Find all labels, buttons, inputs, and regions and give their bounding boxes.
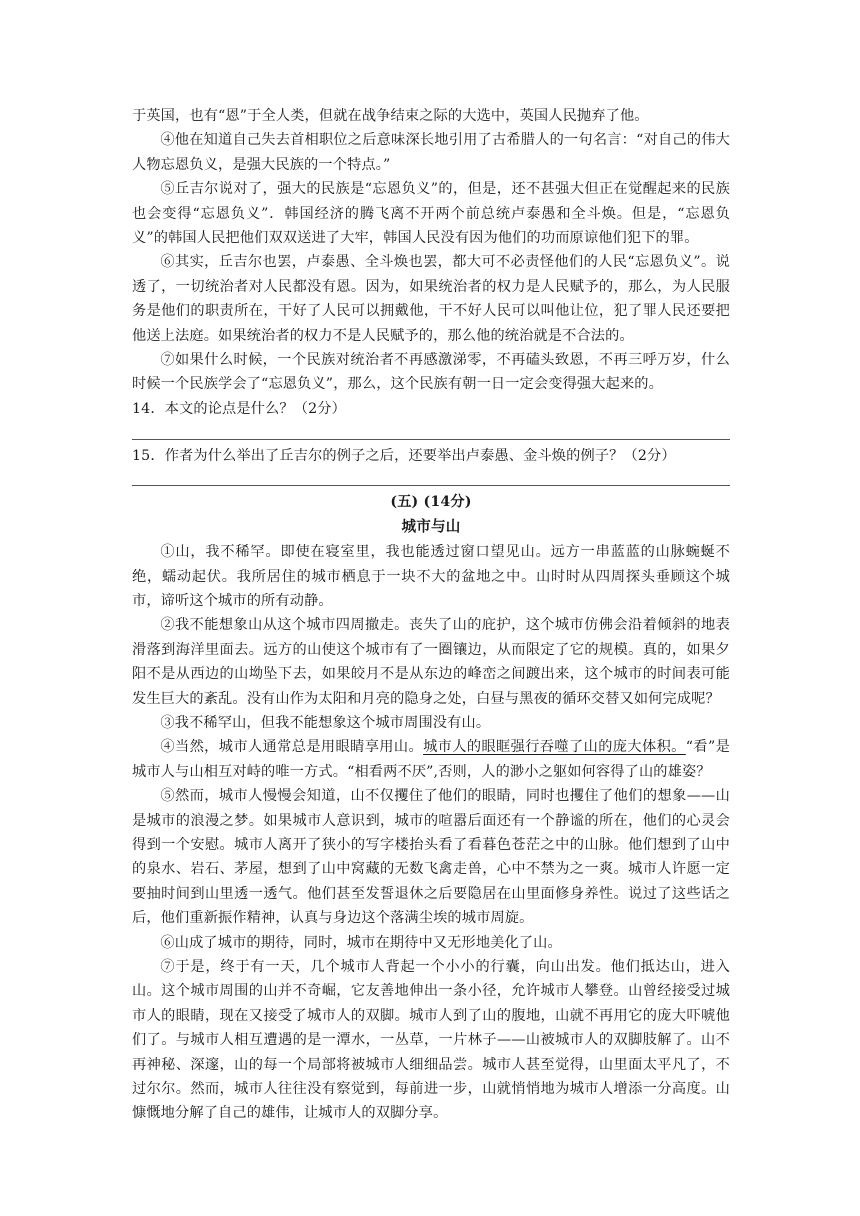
paragraph-4-rest: “看”是城市人与山相互对峙的唯一方式。“相看两不厌”,否则，人的渺小之躯如何容得了山的雄姿？ <box>132 739 731 780</box>
underlined-sentence: 城市人的眼眶强行吞噬了山的庞大体积。 <box>423 739 686 756</box>
passage-5-paragraph-7: ⑦于是，终于有一天，几个城市人背起一个小小的行囊，向山出发。他们抵达山，进入山。这个城市周围的山并不奇崛，它友善地伸出一条小径，允许城市人攀登。山曾经接受过城市人的眼睛，现在又接受了城市人的双脚。城市人到了山的腹地，山就不再用它的庞大吓唬他们了。与城市人相互遭遇的是一潭水，一丛草，一片林子——山被城市人的双脚肢解了。山不再神秘、深邃，山的每一个局部将被城市人细细品尝。城市人甚至觉得，山里面太平凡了，不过尔尔。然而，城市人往往没有察觉到，每前进一步，山就悄悄地为城市人增添一分高度。山慷慨地分解了自己的雄伟，让城市人的双脚分享。 <box>132 959 730 1122</box>
passage-5-paragraph-5: ⑤然而，城市人慢慢会知道，山不仅攫住了他们的眼睛，同时也攫住了他们的想象——山是城市的浪漫之梦。如果城市人意识到，城市的喧嚣后面还有一个静谧的所在，他们的心灵会得到一个安慰。城市人离开了狭小的写字楼抬头看了看暮色苍茫之中的山脉。他们想到了山中的泉水、岩石、茅屋，想到了山中窝藏的无数飞禽走兽，心中不禁为之一爽。城市人许愿一定要抽时间到山里透一透气。他们甚至发誓退休之后要隐居在山里面修身养性。说过了这些话之后，他们重新振作精神，认真与身边这个落满尘埃的城市周旋。 <box>132 788 730 927</box>
exam-page <box>132 104 730 1126</box>
paragraph-4-lead: ④当然，城市人通常总是用眼睛享用山。 <box>160 739 424 756</box>
question-15: 15．作者为什么举出了丘吉尔的例子之后，还要举出卢泰愚、金斗焕的例子？（2分） <box>132 448 676 465</box>
answer-line-15[interactable] <box>132 469 730 486</box>
section-heading: (五) (14分) <box>390 493 472 510</box>
passage-title: 城市与山 <box>401 518 461 536</box>
passage-4-paragraph-3-tail: 于英国，也有“恩”于全人类，但就在战争结束之际的大选中，英国人民抛弃了他。 <box>132 108 649 124</box>
passage-4-paragraph-5: ⑤丘吉尔说对了，强大的民族是“忘恩负义”的，但是，还不甚强大但正在觉醒起来的民族也会变得“忘恩负义”．韩国经济的腾飞离不开两个前总统卢泰愚和全斗焕。但是，“忘恩负义”的韩国人民把他们双双送进了大牢，韩国人民没有因为他们的功而原谅他们犯下的罪。 <box>132 181 730 247</box>
passage-5-paragraph-3: ③我不稀罕山，但我不能想象这个城市周围没有山。 <box>160 714 491 731</box>
passage-5-paragraph-4 <box>132 735 730 784</box>
answer-line-14[interactable] <box>132 421 730 440</box>
question-14: 14．本文的论点是什么？（2分） <box>132 400 346 417</box>
passage-5-paragraph-2: ②我不能想象山从这个城市四周撤走。丧失了山的庇护，这个城市仿佛会沿着倾斜的地表滑落到海洋里面去。远方的山使这个城市有了一圈镶边，从而限定了它的规模。真的，如果夕阳不是从西边的山坳坠下去，如果皎月不是从东边的峰峦之间踱出来，这个城市的时间表可能发生巨大的紊乱。没有山作为太阳和月亮的隐身之处，白昼与黑夜的循环交替又如何完成呢？ <box>132 617 730 707</box>
passage-4-paragraph-4: ④他在知道自己失去首相职位之后意味深长地引用了古希腊人的一句名言：“对自己的伟大人物忘恩负义，是强大民族的一个特点。” <box>132 132 730 173</box>
passage-5-paragraph-6: ⑥山成了城市的期待，同时，城市在期待中又无形地美化了山。 <box>160 934 562 951</box>
passage-4-paragraph-7: ⑦如果什么时候，一个民族对统治者不再感激涕零，不再磕头致恩，不再三呼万岁，什么时候一个民族学会了“忘恩负义”，那么，这个民族有朝一日一定会变得强大起来的。 <box>132 352 730 393</box>
passage-5-paragraph-1: ①山，我不稀罕。即使在寝室里，我也能透过窗口望见山。远方一串蓝蓝的山脉蜿蜒不绝，蠕动起伏。我所居住的城市栖息于一块不大的盆地之中。山时时从四周探头垂顾这个城市，谛听这个城市的所有动静。 <box>132 544 730 609</box>
passage-4-paragraph-6: ⑥其实，丘吉尔也罢，卢泰愚、全斗焕也罢，都大可不必责怪他们的人民“忘恩负义”。说透了，一切统治者对人民都没有恩。因为，如果统治者的权力是人民赋予的，那么，为人民服务是他们的职责所在，干好了人民可以拥戴他，干不好人民可以叫他让位，犯了罪人民还要把他送上法庭。如果统治者的权力不是人民赋予的，那么他的统治就是不合法的。 <box>132 254 730 344</box>
